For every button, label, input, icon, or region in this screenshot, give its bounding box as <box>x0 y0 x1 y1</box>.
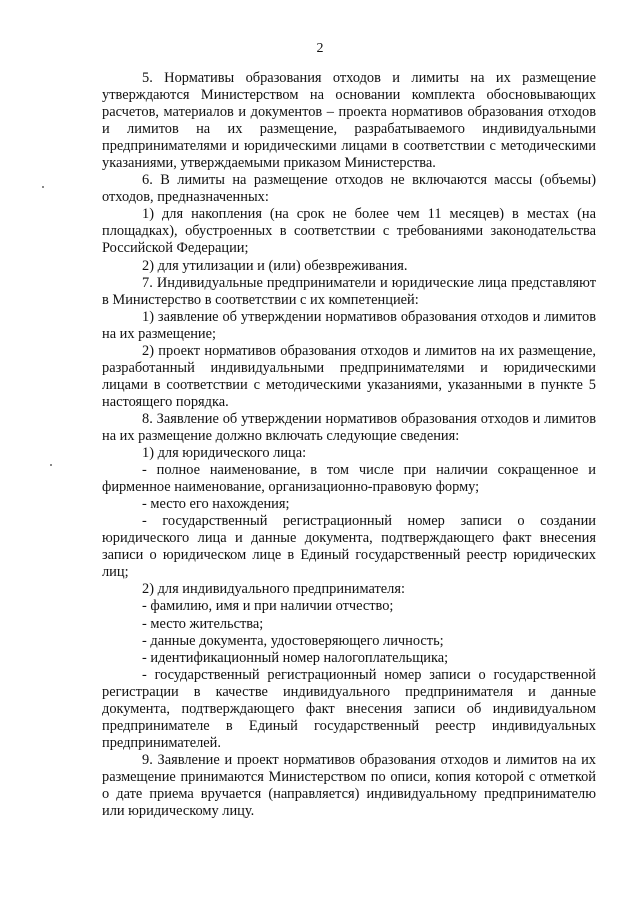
list-item: - место жительства; <box>142 615 264 632</box>
paragraph-8-item-1: 1) для юридического лица: <box>142 445 307 462</box>
paragraph-7: 7. Индивидуальные предприниматели и юридические лица представляют в Министерство в соответствии с их компетенцией: <box>102 274 596 308</box>
paragraph-7-item-1: 1) заявление об утверждении нормативов образования отходов и лимитов на их размещение; <box>102 308 596 342</box>
paragraph-8: 8. Заявление об утверждении нормативов образования отходов и лимитов на их размещение должно включать следующие сведения: <box>102 410 596 444</box>
margin-mark <box>50 464 52 466</box>
list-item: - идентификационный номер налогоплательщика; <box>142 649 449 666</box>
paragraph-6: 6. В лимиты на размещение отходов не включаются массы (объемы) отходов, предназначенных: <box>102 172 596 206</box>
paragraph-5: 5. Нормативы образования отходов и лимиты на их размещение утверждаются Министерством на основании комплекта обосновывающих расчетов, материалов и документов – проекта нормативов образования отходов и лимитов на их размещение, разрабатываемого индивидуальными предпринимателями и юридическими лицами в соответствии с методическими указаниями, утверждаемыми приказом Министерства. <box>102 70 596 172</box>
paragraph-6-item-1: 1) для накопления (на срок не более чем 11 месяцев) в местах (на площадках), обустроенных в соответствии с требованиями законодательства Российской Федерации; <box>102 206 596 257</box>
paragraph-9: 9. Заявление и проект нормативов образования отходов и лимитов на их размещение принимаются Министерством по описи, копия которой с отметкой о дате приема вручается (направляется) индивидуальному предпринимателю или юридическому лицу. <box>102 751 596 820</box>
list-item: - государственный регистрационный номер записи о создании юридического лица и данные документа, подтверждающего факт внесения записи о юридическом лице в Единый государственный реестр юридических лиц; <box>102 513 596 581</box>
list-item: - фамилию, имя и при наличии отчество; <box>142 598 394 615</box>
paragraph-7-item-2: 2) проект нормативов образования отходов и лимитов на их размещение, разработанный индивидуальными предпринимателями и юридическими лицами в соответствии с методическими указаниями, указанными в пункте 5 настоящего порядка. <box>102 342 596 410</box>
document-body <box>102 70 596 820</box>
page-number: 2 <box>316 41 324 56</box>
margin-mark <box>42 186 44 188</box>
paragraph-8-item-2: 2) для индивидуального предпринимателя: <box>142 581 405 598</box>
list-item: - данные документа, удостоверяющего личность; <box>142 632 444 649</box>
list-item: - полное наименование, в том числе при наличии сокращенное и фирменное наименование, организационно-правовую форму; <box>102 462 596 496</box>
list-item: - место его нахождения; <box>142 496 290 513</box>
list-item: - государственный регистрационный номер записи о государственной регистрации в качестве индивидуального предпринимателя и данные документа, подтверждающего факт внесения записи об индивидуальном предпринимателе в Единый государственный реестр индивидуальных предпринимателей. <box>102 666 596 751</box>
paragraph-6-item-2: 2) для утилизации и (или) обезвреживания. <box>142 257 408 274</box>
